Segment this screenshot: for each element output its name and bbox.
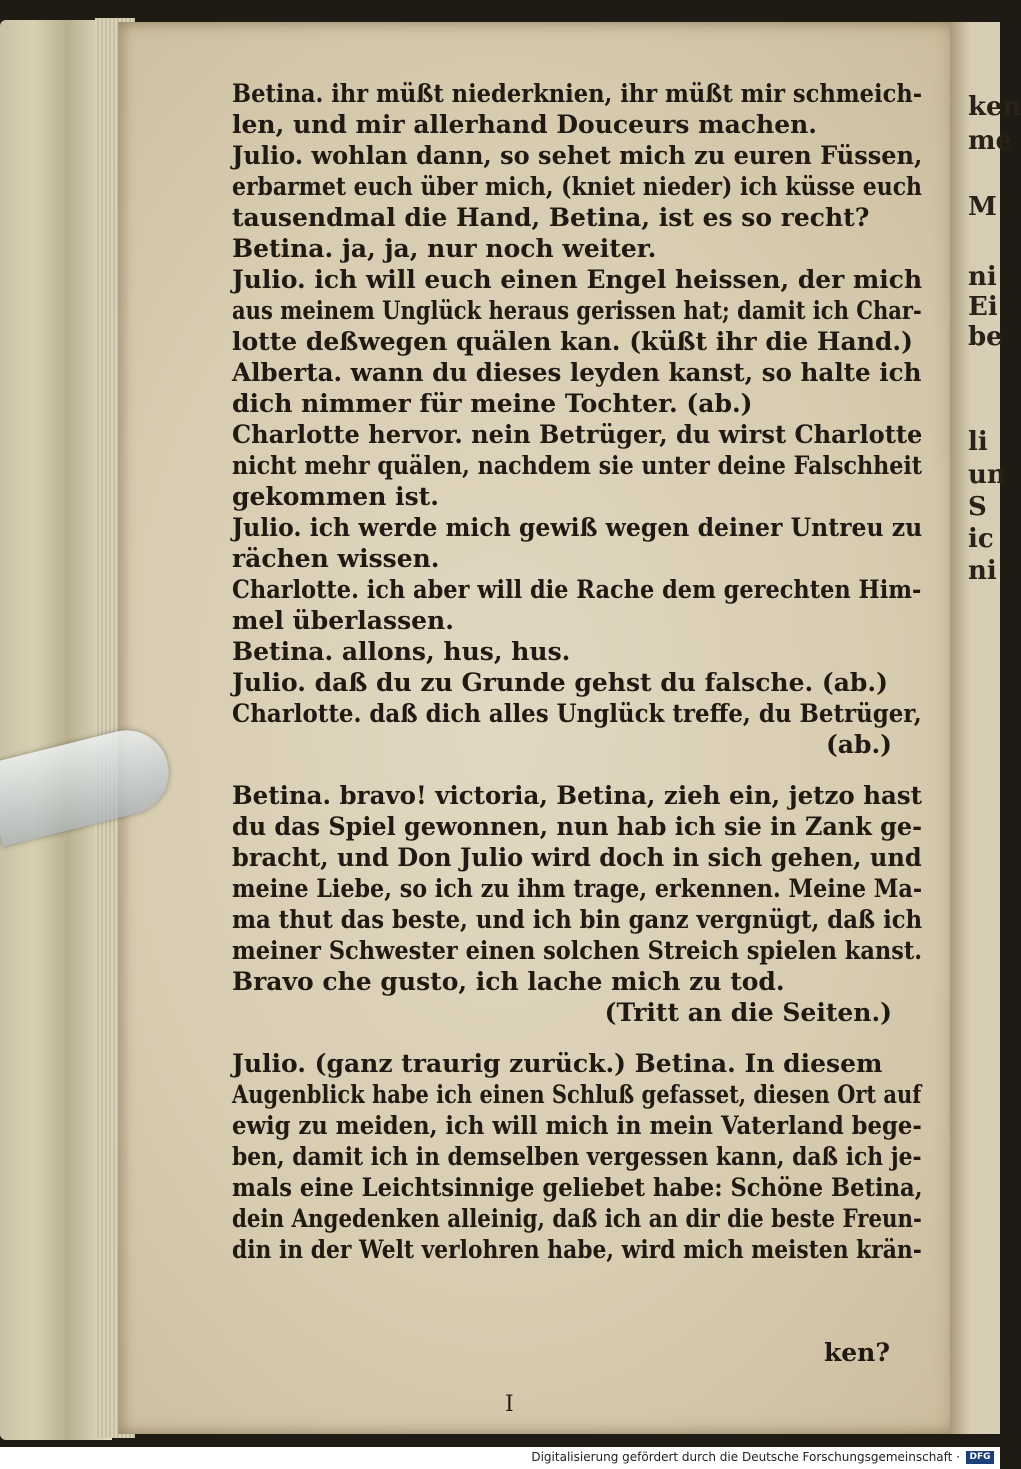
text-line: Alberta. wann du dieses leyden kanst, so halte ich [232,358,922,387]
text-line: rächen wissen. [232,544,440,573]
text-line: meine Liebe, so ich zu ihm trage, erkennen. Meine Ma- [232,874,923,903]
text-line: ben, damit ich in demselben vergessen kann, daß ich je- [232,1142,922,1171]
text-line: meiner Schwester einen solchen Streich spielen kanst. [232,936,923,965]
next-page-fragment: me [968,126,1013,156]
text-line: Julio. ich werde mich gewiß wegen deiner Untreu zu [232,513,923,542]
text-line: du das Spiel gewonnen, nun hab ich sie in Zank ge- [232,812,922,841]
text-line: aus meinem Unglück heraus gerissen hat; damit ich Char- [232,296,922,325]
text-line: ma thut das beste, und ich bin ganz vergnügt, daß ich [232,905,923,934]
text-line: len, und mir allerhand Douceurs machen. [232,110,817,139]
catchword: ken? [823,1338,890,1367]
text-line: Charlotte. ich aber will die Rache dem gerechten Him- [232,575,922,604]
text-line: Julio. daß du zu Grunde gehst du falsche. (ab.) [232,668,888,697]
paragraph-gap [232,760,922,780]
text-line: Charlotte. daß dich alles Unglück treffe, du Betrüger, [232,699,922,728]
text-line: Betina. ihr müßt niederknien, ihr müßt mir schmeich- [232,79,923,108]
paragraph-gap [232,1028,922,1048]
text-line: Julio. wohlan dann, so sehet mich zu euren Füssen, [232,141,923,170]
text-line: Betina. bravo! victoria, Betina, zieh ein, jetzo hast [232,781,922,810]
text-line: Charlotte hervor. nein Betrüger, du wirst Charlotte [232,420,923,449]
dfg-logo: DFG [966,1451,994,1464]
next-page-fragment: li [968,427,988,457]
text-line: mel überlassen. [232,606,454,635]
text-line: tausendmal die Hand, Betina, ist es so recht? [232,203,870,232]
text-line: (ab.) [825,730,892,759]
text-line: (Tritt an die Seiten.) [604,998,892,1027]
next-page-fragment: Ei [968,292,998,322]
next-page-fragment: ni [968,262,997,292]
text-line: bracht, und Don Julio wird doch in sich gehen, und [232,843,922,872]
text-line: Julio. (ganz traurig zurück.) Betina. In diesem [232,1049,883,1078]
next-page-fragment: M [968,192,997,222]
text-line: Betina. ja, ja, nur noch weiter. [232,234,657,263]
text-line: mals eine Leichtsinnige geliebet habe: Schöne Betina, [232,1173,923,1202]
next-page-fragment: ic [968,524,994,554]
next-page-fragment: be [968,322,1003,352]
next-page-fragment: ni [968,556,997,586]
text-line: Julio. ich will euch einen Engel heissen, der mich [232,265,923,294]
text-line: nicht mehr quälen, nachdem sie unter deine Falschheit [232,451,923,480]
text-line: dein Angedenken alleinig, daß ich an dir die beste Freun- [232,1204,922,1233]
text-line: lotte deßwegen quälen kan. (küßt ihr die Hand.) [232,327,913,356]
text-line: gekommen ist. [232,482,439,511]
next-page-fragment: un [968,460,1006,490]
signature-mark: I [505,1392,514,1417]
text-line: Betina. allons, hus, hus. [232,637,571,666]
next-page-fragment: ken [968,92,1021,122]
text-line: ewig zu meiden, ich will mich in mein Vaterland bege- [232,1111,922,1140]
next-page-edge [950,22,1021,1434]
funding-credit: Digitalisierung gefördert durch die Deutsche Forschungsgemeinschaft · [531,1450,960,1464]
text-line: din in der Welt verlohren habe, wird mich meisten krän- [232,1235,922,1264]
footer-bar [0,1447,1000,1469]
text-line: Augenblick habe ich einen Schluß gefasset, diesen Ort auf [232,1080,922,1109]
text-line: Bravo che gusto, ich lache mich zu tod. [232,967,785,996]
next-page-fragment: S [968,492,987,522]
text-line: dich nimmer für meine Tochter. (ab.) [232,389,753,418]
text-line: erbarmet euch über mich, (kniet nieder) ich küsse euch [232,172,923,201]
dialogue-text [232,78,922,1265]
